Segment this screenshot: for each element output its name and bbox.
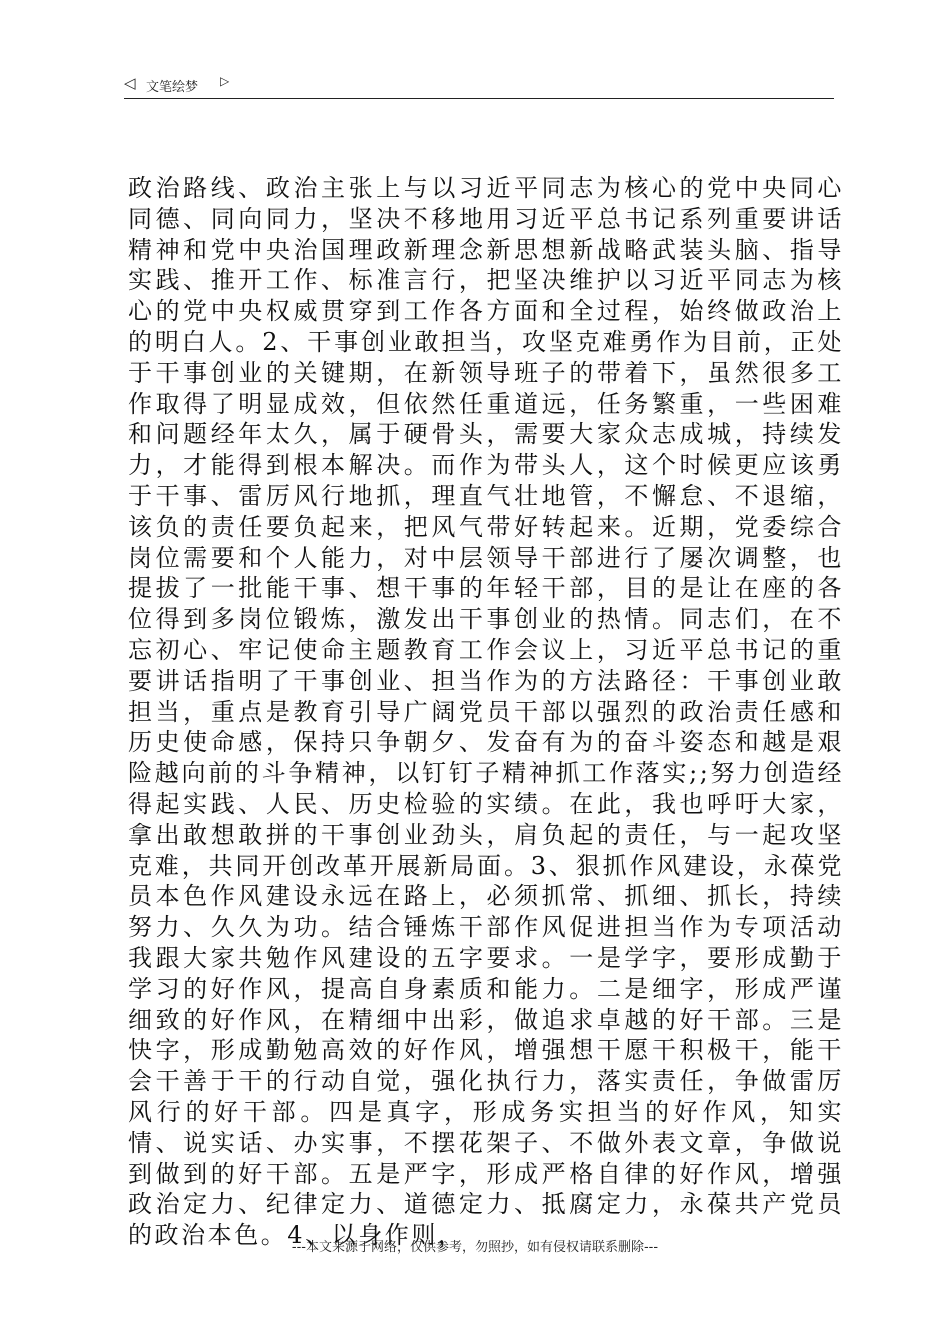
document-body [128,173,844,1251]
body-paragraph: 政治路线、政治主张上与以习近平同志为核心的党中央同心同德、同向同力，坚决不移地用习近平总书记系列重要讲话精神和党中央治国理政新理念新思想新战略武装头脑、指导实践、推开工作、标准言行，把坚决维护以习近平同志为核心的党中央权威贯穿到工作各方面和全过程，始终做政治上的明白人。2、干事创业敢担当，攻坚克难勇作为目前，正处于干事创业的关键期，在新领导班子的带着下，虽然很多工作取得了明显成效，但依然任重道远，任务繁重，一些困难和问题经年太久，属于硬骨头，需要大家众志成城，持续发力，才能得到根本解决。而作为带头人，这个时候更应该勇于干事、雷厉风行地抓，理直气壮地管，不懈怠、不退缩，该负的责任要负起来，把风气带好转起来。近期，党委综合岗位需要和个人能力，对中层领导干部进行了屡次调整，也提拔了一批能干事、想干事的年轻干部，目的是让在座的各位得到多岗位锻炼，激发出干事创业的热情。同志们，在不忘初心、牢记使命主题教育工作会议上，习近平总书记的重要讲话指明了干事创业、担当作为的方法路径：干事创业敢担当，重点是教育引导广阔党员干部以强烈的政治责任感和历史使命感，保持只争朝夕、发奋有为的奋斗姿态和越是艰险越向前的斗争精神，以钉钉子精神抓工作落实;;努力创造经得起实践、人民、历史检验的实绩。在此，我也呼吁大家，拿出敢想敢拼的干事创业劲头，肩负起的责任，与一起攻坚克难，共同开创改革开展新局面。3、狠抓作风建设，永葆党员本色作风建设永远在路上，必须抓常、抓细、抓长，持续努力、久久为功。结合锤炼干部作风促进担当作为专项活动我跟大家共勉作风建设的五字要求。一是学字，要形成勤于学习的好作风，提高自身素质和能力。二是细字，形成严谨细致的好作风，在精细中出彩，做追求卓越的好干部。三是快字，形成勤勉高效的好作风，增强想干愿干积极干，能干会干善于干的行动自觉，强化执行力，落实责任，争做雷厉风行的好干部。四是真字，形成务实担当的好作风，知实情、说实话、办实事，不摆花架子、不做外表文章，争做说到做到的好干部。五是严字，形成严格自律的好作风，增强政治定力、纪律定力、道德定力、抵腐定力，永葆共产党员的政治本色。4、以身作则， [128,174,844,1250]
header-title: 文笔绘梦 [146,80,199,95]
page-header [124,72,834,99]
left-triangle-icon: ◁ [124,74,136,92]
right-triangle-icon: ▷ [220,74,230,88]
page-footer: ---本文来源于网络，仅供参考，勿照抄，如有侵权请联系删除--- [291,1240,659,1255]
